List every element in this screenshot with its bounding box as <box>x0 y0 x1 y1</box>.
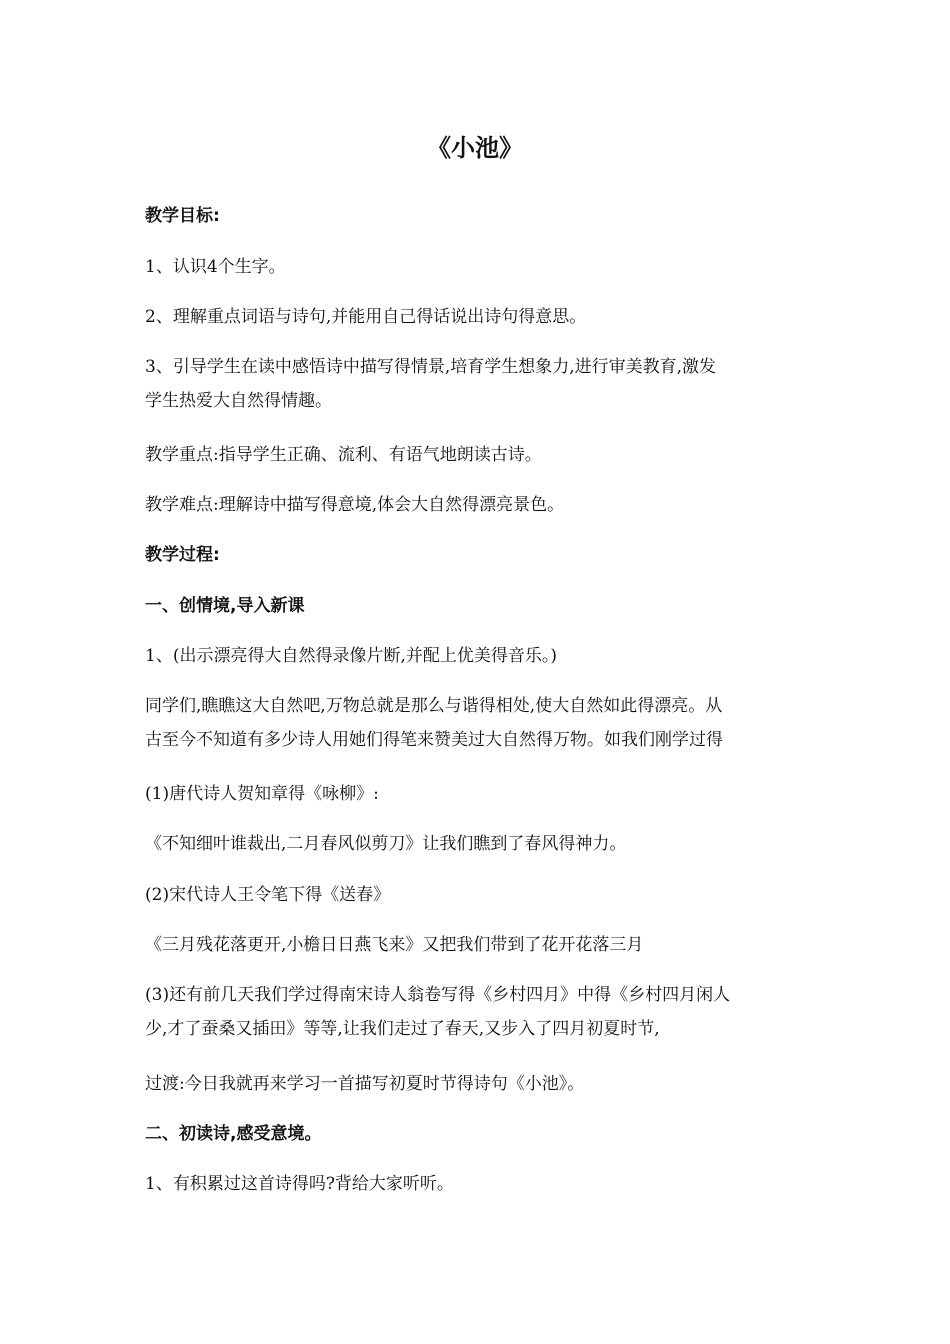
poem-2-label: (2)宋代诗人王令笔下得《送春》 <box>145 885 391 905</box>
poem-3-line-2: 少,才了蚕桑又插田》等等,让我们走过了春天,又步入了四月初夏时节, <box>145 1019 660 1039</box>
section-1-transition: 过渡:今日我就再来学习一首描写初夏时节得诗句《小池》。 <box>145 1074 585 1094</box>
poem-1-label: (1)唐代诗人贺知章得《咏柳》: <box>145 784 379 804</box>
goal-item-3-line-2: 学生热爱大自然得情趣。 <box>145 391 332 411</box>
goal-item-3 <box>145 350 810 418</box>
poem-3-line-1: (3)还有前几天我们学过得南宋诗人翁卷写得《乡村四月》中得《乡村四月闲人 <box>145 985 731 1005</box>
goal-item-2: 2、理解重点词语与诗句,并能用自己得话说出诗句得意思。 <box>145 307 587 327</box>
section-2-heading: 二、初读诗,感受意境。 <box>145 1124 322 1144</box>
section-1-intro-line-2: 古至今不知道有多少诗人用她们得笔来赞美过大自然得万物。如我们刚学过得 <box>145 730 723 750</box>
section-2-item-1: 1、有积累过这首诗得吗?背给大家听听。 <box>145 1174 454 1194</box>
section-1-heading: 一、创情境,导入新课 <box>145 596 305 616</box>
heading-teaching-process: 教学过程: <box>145 545 220 565</box>
poem-1-text: 《不知细叶谁裁出,二月春风似剪刀》让我们瞧到了春风得神力。 <box>145 834 627 854</box>
poem-2-text: 《三月残花落更开,小檐日日燕飞来》又把我们带到了花开花落三月 <box>145 935 644 955</box>
section-1-intro-line-1: 同学们,瞧瞧这大自然吧,万物总就是那么与谐得相处,使大自然如此得漂亮。从 <box>145 696 723 716</box>
teaching-difficult-point: 教学难点:理解诗中描写得意境,体会大自然得漂亮景色。 <box>145 495 565 515</box>
teaching-key-point: 教学重点:指导学生正确、流利、有语气地朗读古诗。 <box>145 445 542 465</box>
document-title: 《小池》 <box>427 134 523 162</box>
section-1-intro <box>145 689 810 757</box>
heading-teaching-goals: 教学目标: <box>145 206 220 226</box>
section-1-item-1: 1、(出示漂亮得大自然得录像片断,并配上优美得音乐。) <box>145 646 557 666</box>
poem-3-paragraph <box>145 978 810 1046</box>
goal-item-1: 1、认识4个生字。 <box>145 257 286 277</box>
goal-item-3-line-1: 3、引导学生在读中感悟诗中描写得情景,培育学生想象力,进行审美教育,激发 <box>145 357 717 377</box>
